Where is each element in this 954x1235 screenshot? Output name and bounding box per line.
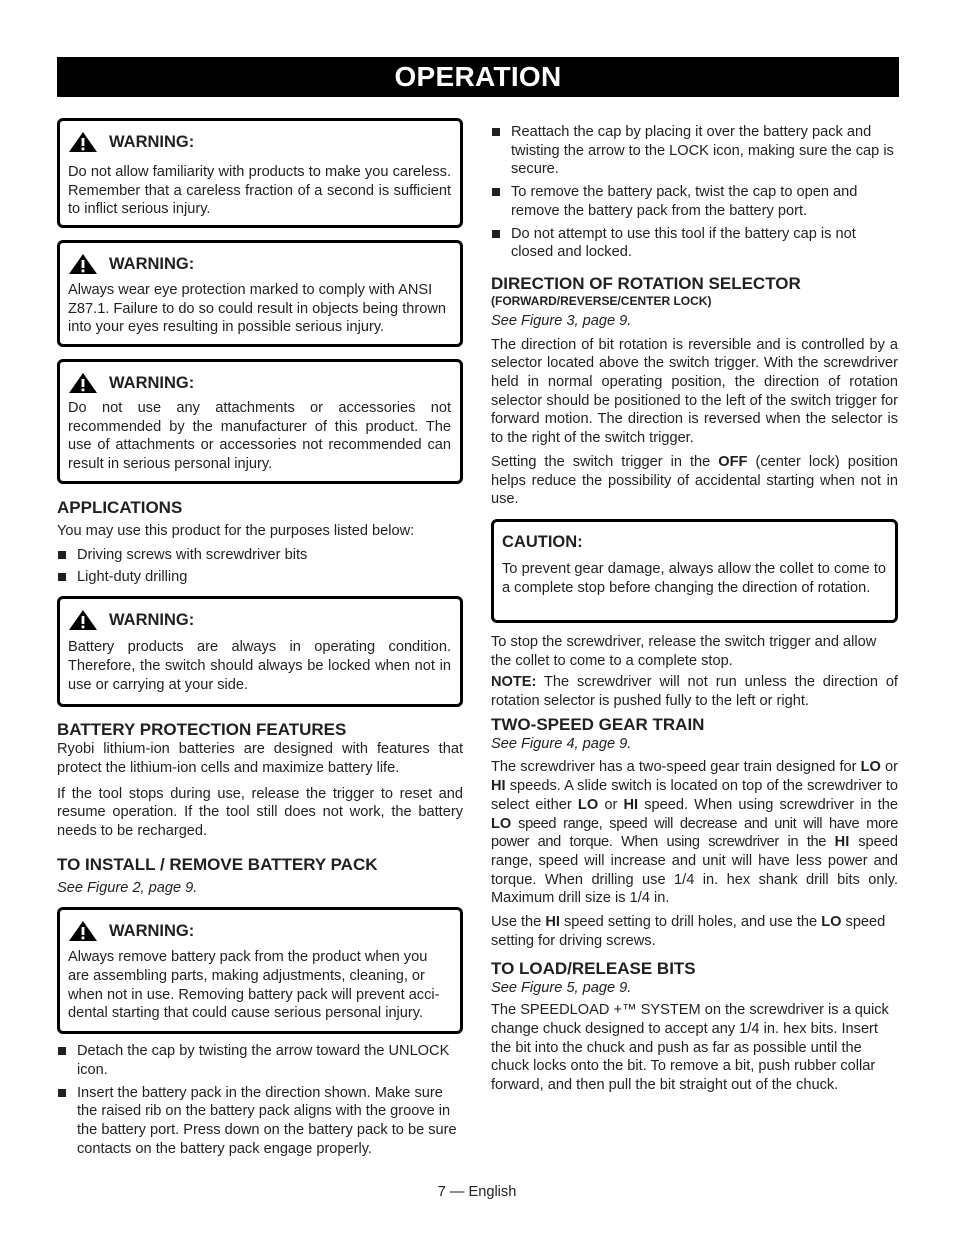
applications-list — [57, 546, 463, 587]
warning-box-eye-protection — [57, 240, 463, 347]
warning-triangle-icon — [68, 372, 98, 394]
load-bits-heading: TO LOAD/RELEASE BITS — [491, 958, 696, 978]
install-heading: TO INSTALL / REMOVE BATTERY PACK — [57, 854, 378, 874]
caution-text: To prevent gear damage, always allow the collet to come to a complete stop before changing the direction of rotation. — [502, 560, 886, 596]
warning-box-battery-products — [57, 596, 463, 707]
two-speed-heading: TWO-SPEED GEAR TRAIN — [491, 714, 705, 734]
warning-triangle-icon — [68, 253, 98, 275]
warning-text: Do not use any attachments or accessories not recommended by the manufacturer of this product. The use of attachments or accessories not recommended can result in serious personal injury. — [68, 400, 451, 473]
caution-title: CAUTION: — [502, 533, 583, 552]
warning-box-remove-battery — [57, 907, 463, 1034]
load-bits-figure-ref: See Figure 5, page 9. — [491, 979, 632, 996]
list-item: To remove the battery pack, twist the cap to open and remove the battery pack from the battery port. — [491, 183, 898, 220]
list-item: Do not attempt to use this tool if the battery cap is not closed and locked. — [491, 225, 898, 262]
right-column — [491, 123, 898, 1095]
warning-text: Battery products are always in operating condition. Therefore, the switch should always be locked when not in use or carrying at your side. — [68, 639, 451, 693]
two-speed-figure-ref: See Figure 4, page 9. — [491, 735, 632, 752]
applications-heading: APPLICATIONS — [57, 498, 183, 517]
warning-title: WARNING: — [109, 132, 195, 151]
caution-box — [491, 519, 898, 623]
warning-triangle-icon — [68, 609, 98, 631]
warning-box-familiarity — [57, 118, 463, 228]
warning-title: WARNING: — [109, 610, 195, 629]
warning-box-attachments — [57, 359, 463, 484]
list-item: Light-duty drilling — [57, 568, 463, 587]
warning-text: Always wear eye protection marked to comply with ANSI Z87.1. Failure to do so could result in objects being thrown into your eyes resulting in possible serious injury. — [68, 282, 447, 336]
list-item: Detach the cap by twisting the arrow toward the UNLOCK icon. — [57, 1042, 463, 1079]
two-speed-p1: The screwdriver has a two-speed gear train designed for LO or HI speeds. A slide switch is located on top of the screwdriver to select either LO or HI speed. When using screwdriver in the LO speed range, speed will decrease and unit will have more power and torque. When using screwdriver in the HI speed range, speed will increase and unit will have less power and torque. When drilling use 1/4 in. hex shank drill bits only. Maximum drill size is 1/4 in. — [491, 759, 898, 907]
list-item: Driving screws with screwdriver bits — [57, 546, 463, 565]
battery-protection-p2: If the tool stops during use, release the trigger to reset and resume operation. If the tool still does not work, the battery needs to be recharged. — [57, 785, 463, 839]
warning-title: WARNING: — [109, 921, 195, 940]
install-steps-list — [57, 1042, 463, 1158]
warning-triangle-icon — [68, 920, 98, 942]
install-figure-ref: See Figure 2, page 9. — [57, 879, 198, 896]
applications-intro: You may use this product for the purposes listed below: — [57, 523, 415, 539]
warning-title: WARNING: — [109, 373, 195, 392]
left-column — [57, 118, 463, 1159]
warning-text: Do not allow familiarity with products to make you careless. Remember that a careless fraction of a second is sufficient to inflict serious injury. — [68, 164, 451, 218]
direction-subheading: (FORWARD/REVERSE/CENTER LOCK) — [491, 293, 712, 308]
battery-protection-p1: Ryobi lithium-ion batteries are designed with features that protect the lithium-ion cells and maximize battery life. — [57, 741, 463, 776]
page-header: OPERATION — [57, 57, 899, 97]
load-bits-p1: The SPEEDLOAD +™ SYSTEM on the screwdriver is a quick change chuck designed to accept any 1/4 in. hex bits. Insert the bit into the chuck and push as far as possible until the chuck locks onto the bit. To remove a bit, push rubber collar forward, and then pull the bit straight out of the chuck. — [491, 1002, 889, 1094]
warning-triangle-icon — [68, 131, 98, 153]
two-speed-p2: Use the HI speed setting to drill holes, and use the LO speed setting for driving screws. — [491, 914, 886, 949]
direction-p2: Setting the switch trigger in the OFF (center lock) position helps reduce the possibility of accidental starting when not in use. — [491, 453, 898, 508]
direction-figure-ref: See Figure 3, page 9. — [491, 312, 632, 329]
list-item: Reattach the cap by placing it over the battery pack and twisting the arrow to the LOCK icon, making sure the cap is secure. — [491, 123, 898, 179]
warning-text: Always remove battery pack from the product when you are assembling parts, making adjustments, cleaning, or when not in use. Removing battery pack will prevent acci-dental starting that could cause serious personal injury. — [68, 949, 440, 1022]
warning-title: WARNING: — [109, 254, 195, 273]
direction-heading: DIRECTION OF ROTATION SELECTOR — [491, 273, 801, 293]
note-paragraph: NOTE: The screwdriver will not run unless the direction of rotation selector is pushed fully to the left or right. — [491, 674, 898, 710]
list-item: Insert the battery pack in the direction shown. Make sure the raised rib on the battery pack aligns with the groove in the battery port. Press down on the battery pack to be sure contacts on the battery pack engage properly. — [57, 1084, 463, 1159]
install-steps-list-continued — [491, 123, 898, 262]
battery-protection-heading: BATTERY PROTECTION FEATURES — [57, 720, 347, 740]
page-footer: 7 — English — [437, 1184, 517, 1200]
direction-p1: The direction of bit rotation is reversible and is controlled by a selector located above the switch trigger. With the screwdriver held in normal operating position, the direction of rotation selector should be positioned to the left of the switch trigger for forward motion. The direction is reversed when the selector is to the right of the switch trigger. — [491, 336, 898, 447]
stop-paragraph: To stop the screwdriver, release the switch trigger and allow the collet to come to a complete stop. — [491, 633, 877, 669]
